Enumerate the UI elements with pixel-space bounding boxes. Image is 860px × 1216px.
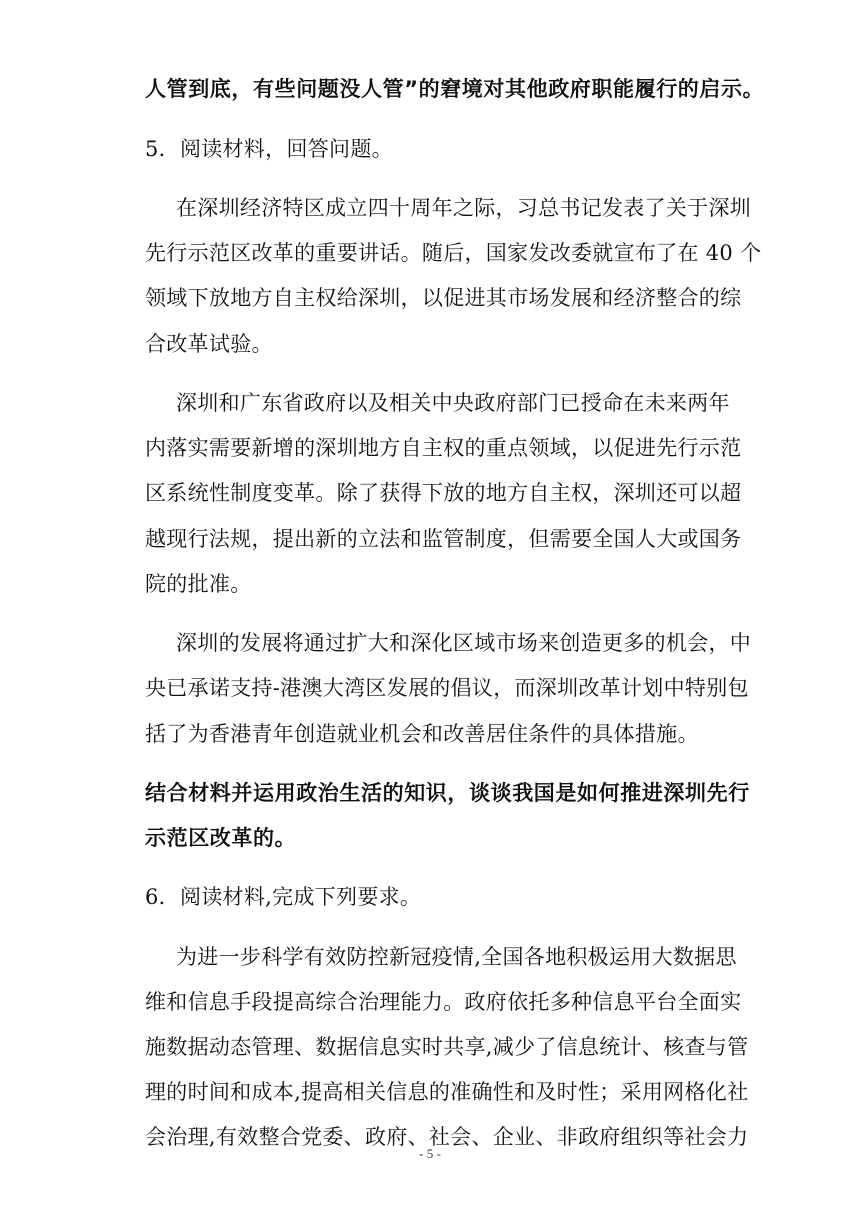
text-line-20: 施数据动态管理、数据信息实时共享,减少了信息统计、核查与管 [145,1035,749,1059]
text-line-3: 在深圳经济特区成立四十周年之际，习总书记发表了关于深圳 [176,196,752,220]
question-5-prompt-line-1: 结合材料并运用政治生活的知识，谈谈我国是如何推进深圳先行 [145,781,750,805]
text-line-12: 深圳的发展将通过扩大和深化区域市场来创造更多的机会，中 [176,631,752,655]
text-line-14: 括了为香港青年创造就业机会和改善居住条件的具体措施。 [145,722,699,746]
text-line-10: 越现行法规，提出新的立法和监管制度，但需要全国人大或国务 [145,527,742,551]
text-line-6: 合改革试验。 [145,332,273,356]
text-line-9: 区系统性制度变革。除了获得下放的地方自主权，深圳还可以超 [145,481,742,505]
page-number: - 5 - [419,1146,441,1161]
text-line-7: 深圳和广东省政府以及相关中央政府部门已授命在未来两年 [176,391,730,415]
question-5-heading: 5．阅读材料，回答问题。 [145,137,393,161]
text-line-8: 内落实需要新增的深圳地方自主权的重点领域，以促进先行示范 [145,436,742,460]
question-6-heading: 6．阅读材料,完成下列要求。 [145,885,422,909]
text-line-1: 人管到底，有些问题没人管”的窘境对其他政府职能履行的启示。 [145,77,765,101]
text-line-22: 会治理,有效整合党委、政府、社会、企业、非政府组织等社会力 [145,1125,749,1149]
question-5-prompt-line-2: 示范区改革的。 [145,826,297,850]
text-line-5: 领域下放地方自主权给深圳，以促进其市场发展和经济整合的综 [145,286,742,310]
text-line-13: 央已承诺支持-港澳大湾区发展的倡议，而深圳改革计划中特别包 [145,676,749,700]
text-line-21: 理的时间和成本,提高相关信息的准确性和及时性；采用网格化社 [145,1080,749,1104]
text-line-19: 维和信息手段提高综合治理能力。政府依托多种信息平台全面实 [145,990,742,1014]
text-line-18: 为进一步科学有效防控新冠疫情,全国各地积极运用大数据思 [176,945,737,969]
text-line-11: 院的批准。 [145,572,252,596]
text-line-4: 先行示范区改革的重要讲话。随后，国家发改委就宣布了在 40 个 [145,241,762,265]
